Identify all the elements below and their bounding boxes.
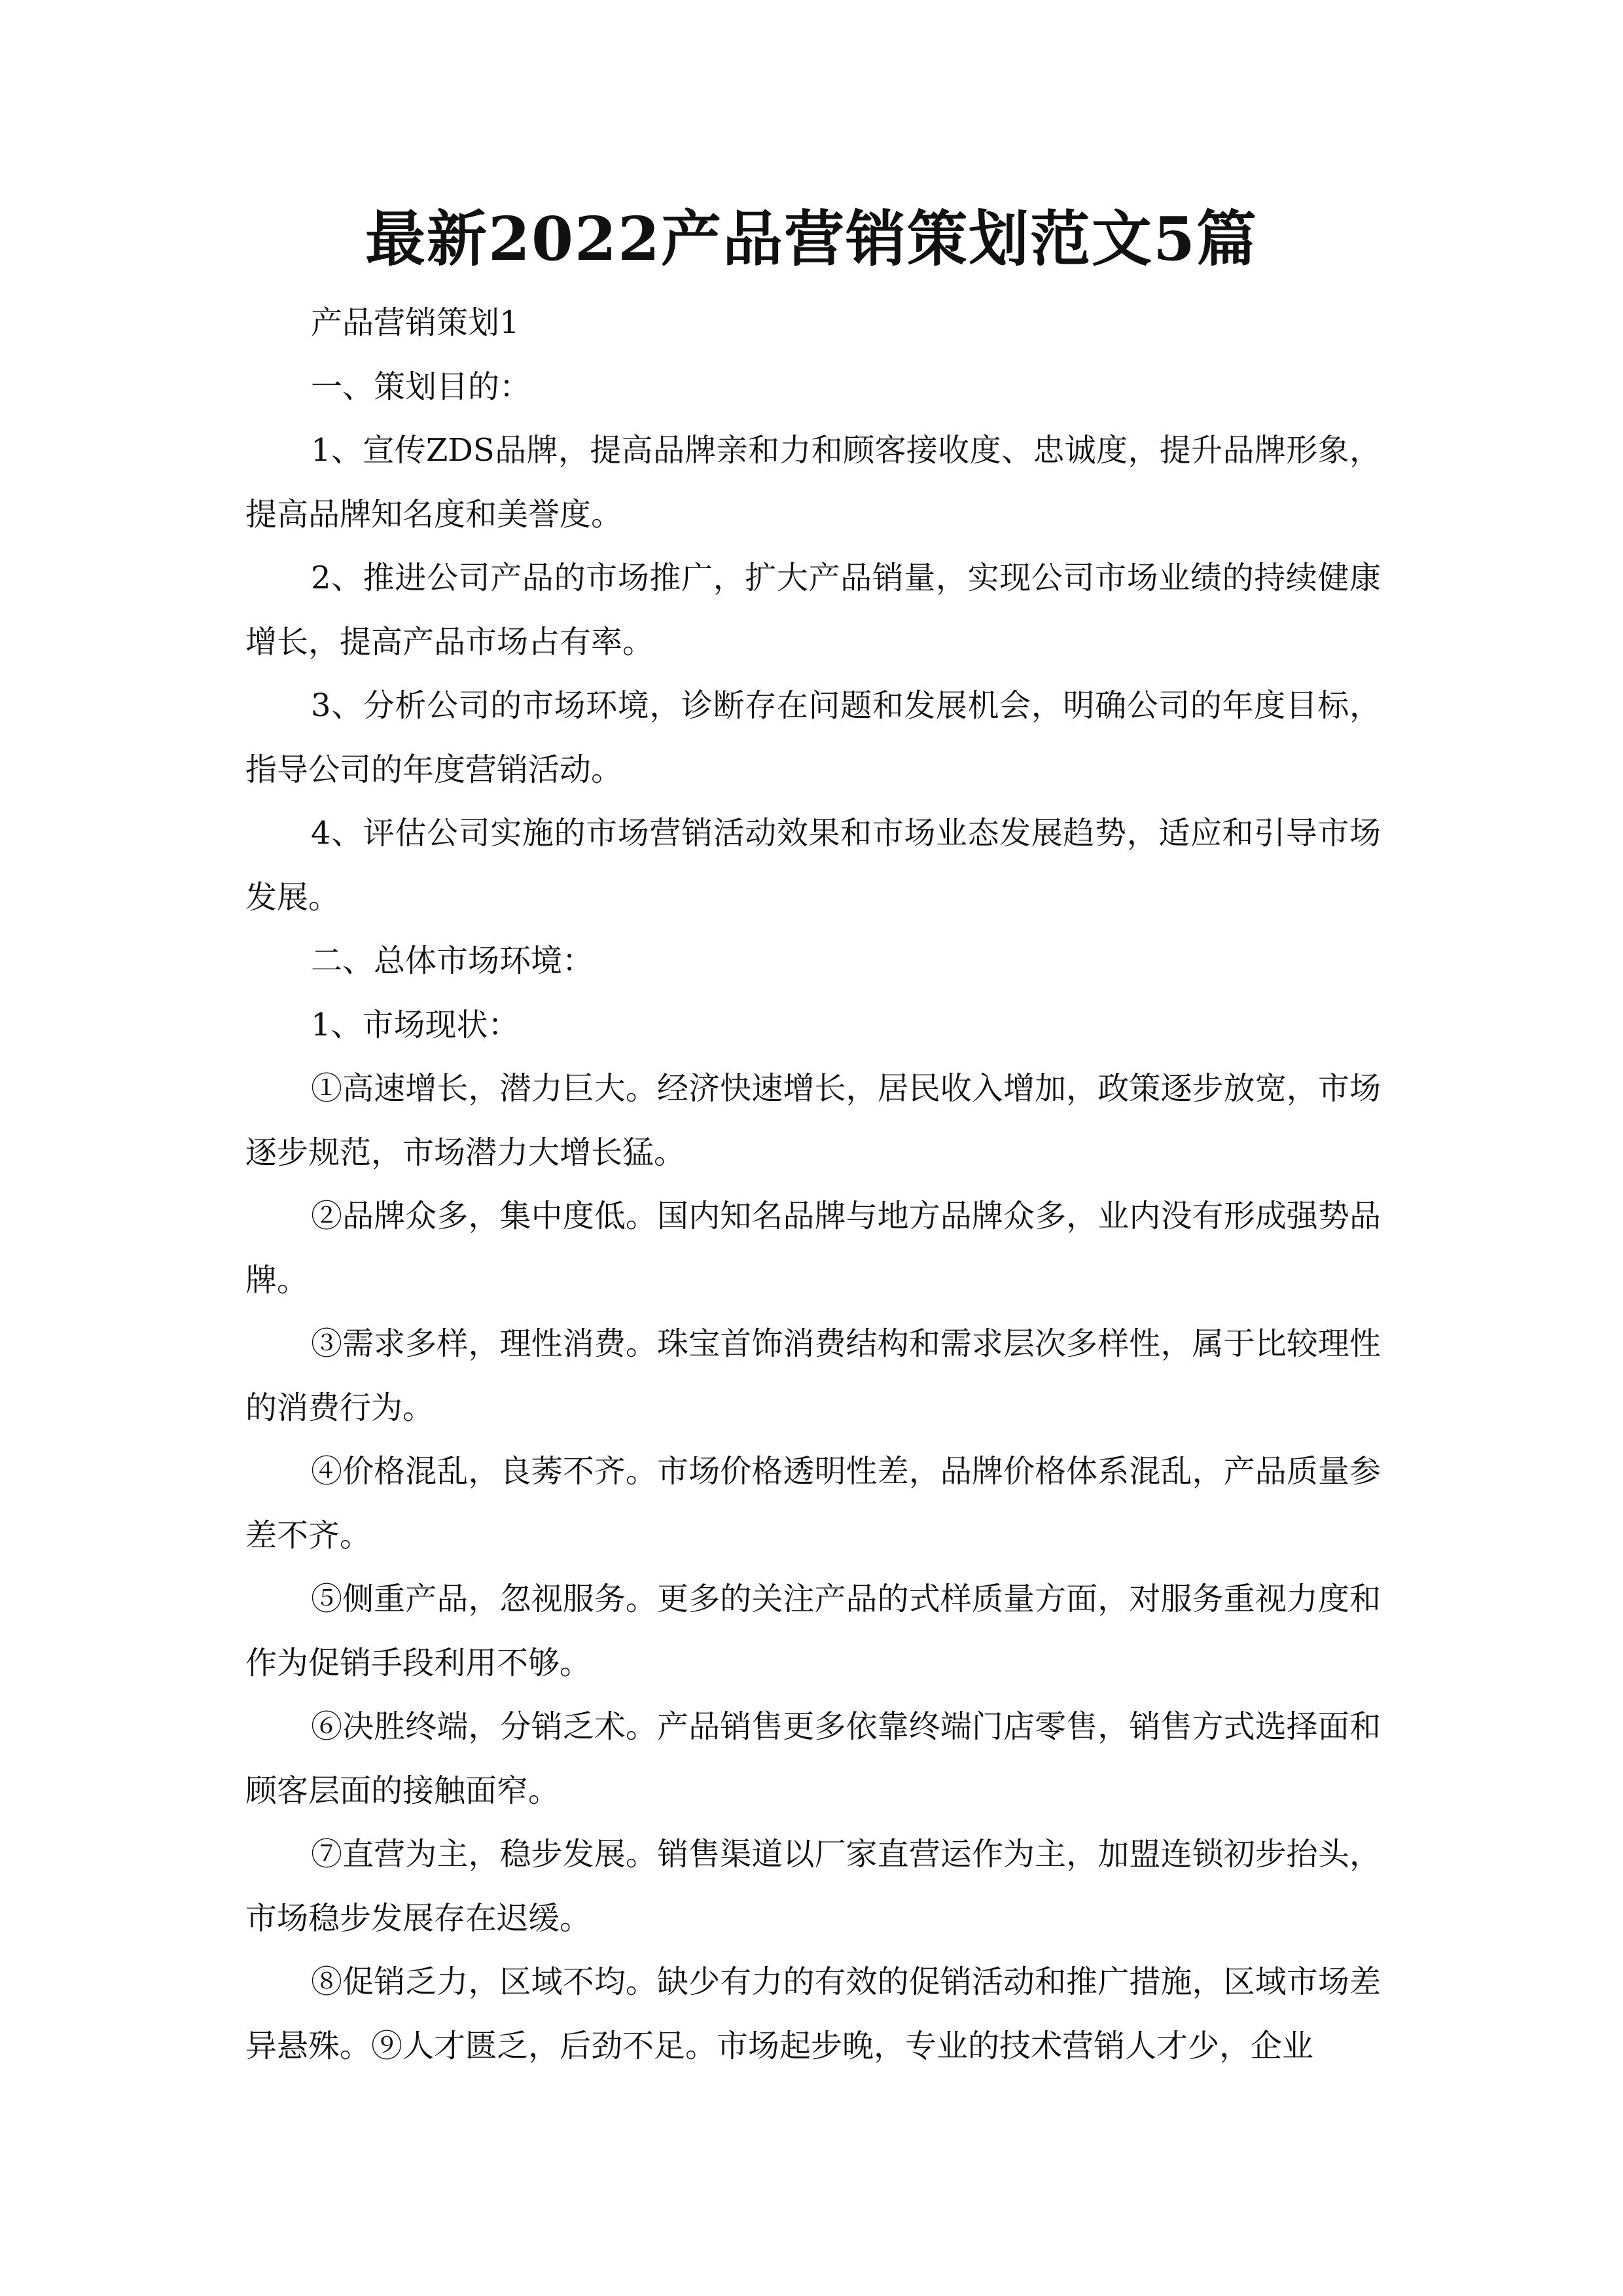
document-title: 最新2022产品营销策划范文5篇 (365, 204, 1258, 274)
section-heading: 一、策划目的： (311, 368, 531, 405)
section-heading: 产品营销策划1 (311, 304, 520, 341)
section-heading: 1、市场现状： (311, 1006, 520, 1043)
section-heading: 二、总体市场环境： (311, 942, 594, 979)
paragraph: 2、推进公司产品的市场推广，扩大产品销量，实现公司市场业绩的持续健康增长，提高产品市场占有率。 (245, 560, 1381, 660)
paragraph: 3、分析公司的市场环境，诊断存在问题和发展机会，明确公司的年度目标，指导公司的年度营销活动。 (245, 687, 1381, 788)
paragraph: ⑦直营为主，稳步发展。销售渠道以厂家直营运作为主，加盟连锁初步抬头，市场稳步发展存在迟缓。 (245, 1836, 1381, 1937)
paragraph: 1、宣传ZDS品牌，提高品牌亲和力和顾客接收度、忠诚度，提升品牌形象，提高品牌知名度和美誉度。 (245, 432, 1381, 533)
paragraph: ⑧促销乏力，区域不均。缺少有力的有效的促销活动和推广措施，区域市场差异悬殊。⑨人才匮乏，后劲不足。市场起步晚，专业的技术营销人才少，企业 (245, 1964, 1381, 2064)
document-body (245, 291, 1381, 2078)
paragraph: ⑤侧重产品，忽视服务。更多的关注产品的式样质量方面，对服务重视力度和作为促销手段利用不够。 (245, 1581, 1381, 1681)
paragraph: ⑥决胜终端，分销乏术。产品销售更多依靠终端门店零售，销售方式选择面和顾客层面的接触面窄。 (245, 1708, 1381, 1809)
paragraph: ④价格混乱，良莠不齐。市场价格透明性差，品牌价格体系混乱，产品质量参差不齐。 (245, 1453, 1381, 1554)
paragraph: 4、评估公司实施的市场营销活动效果和市场业态发展趋势，适应和引导市场发展。 (245, 815, 1381, 916)
paragraph: ②品牌众多，集中度低。国内知名品牌与地方品牌众多，业内没有形成强势品牌。 (245, 1198, 1381, 1299)
paragraph: ①高速增长，潜力巨大。经济快速增长，居民收入增加，政策逐步放宽，市场逐步规范，市场潜力大增长猛。 (245, 1070, 1381, 1171)
paragraph: ③需求多样，理性消费。珠宝首饰消费结构和需求层次多样性，属于比较理性的消费行为。 (245, 1325, 1381, 1426)
